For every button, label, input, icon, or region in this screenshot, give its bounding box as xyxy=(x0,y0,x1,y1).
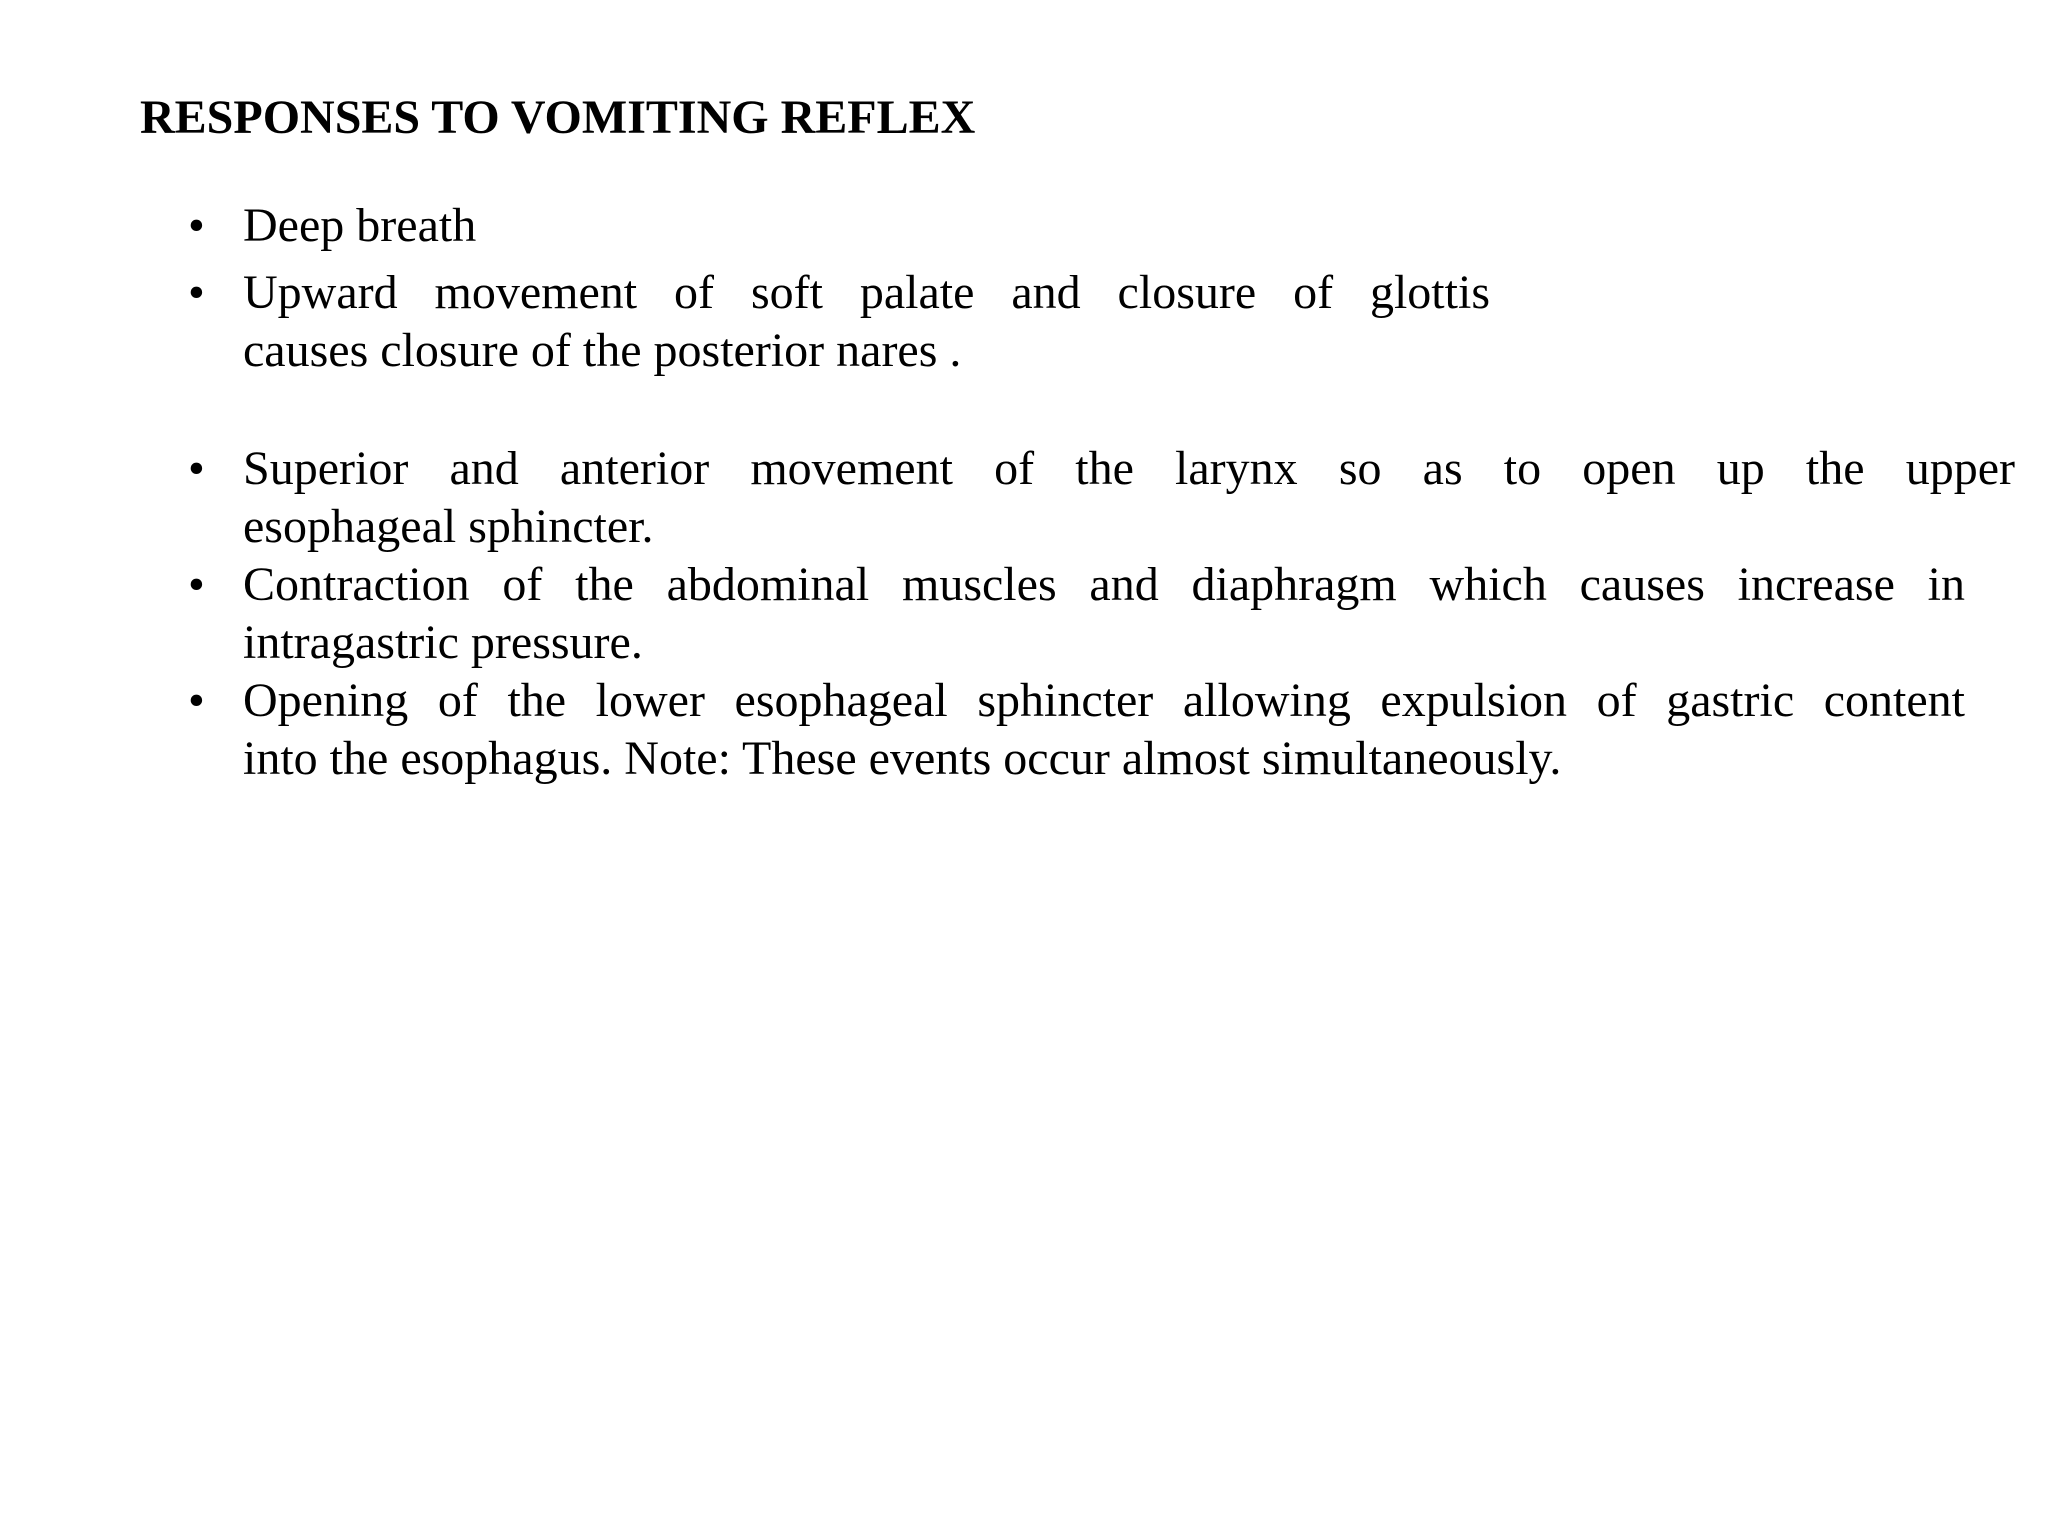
list-item-line: into the esophagus. Note: These events occur almost simultaneously. xyxy=(243,732,1562,785)
bullet-icon: • xyxy=(188,442,205,495)
list-item-line: Upward movement of soft palate and closure of glottis xyxy=(243,266,1490,319)
bullet-icon: • xyxy=(188,199,205,252)
bullet-icon: • xyxy=(188,558,205,611)
list-item-line: Superior and anterior movement of the larynx so as to open up the upper xyxy=(243,442,2015,495)
list-item-line: esophageal sphincter. xyxy=(243,500,654,553)
list-item-line: Deep breath xyxy=(243,199,477,252)
list-item-line: causes closure of the posterior nares . xyxy=(243,324,962,377)
list-item-line: Opening of the lower esophageal sphincter allowing expulsion of gastric content xyxy=(243,674,1965,727)
list-item-line: Contraction of the abdominal muscles and diaphragm which causes increase in xyxy=(243,558,1965,611)
list-item-line: intragastric pressure. xyxy=(243,616,643,669)
bullet-icon: • xyxy=(188,266,205,319)
slide-title: RESPONSES TO VOMITING REFLEX xyxy=(140,91,976,144)
bullet-icon: • xyxy=(188,674,205,727)
